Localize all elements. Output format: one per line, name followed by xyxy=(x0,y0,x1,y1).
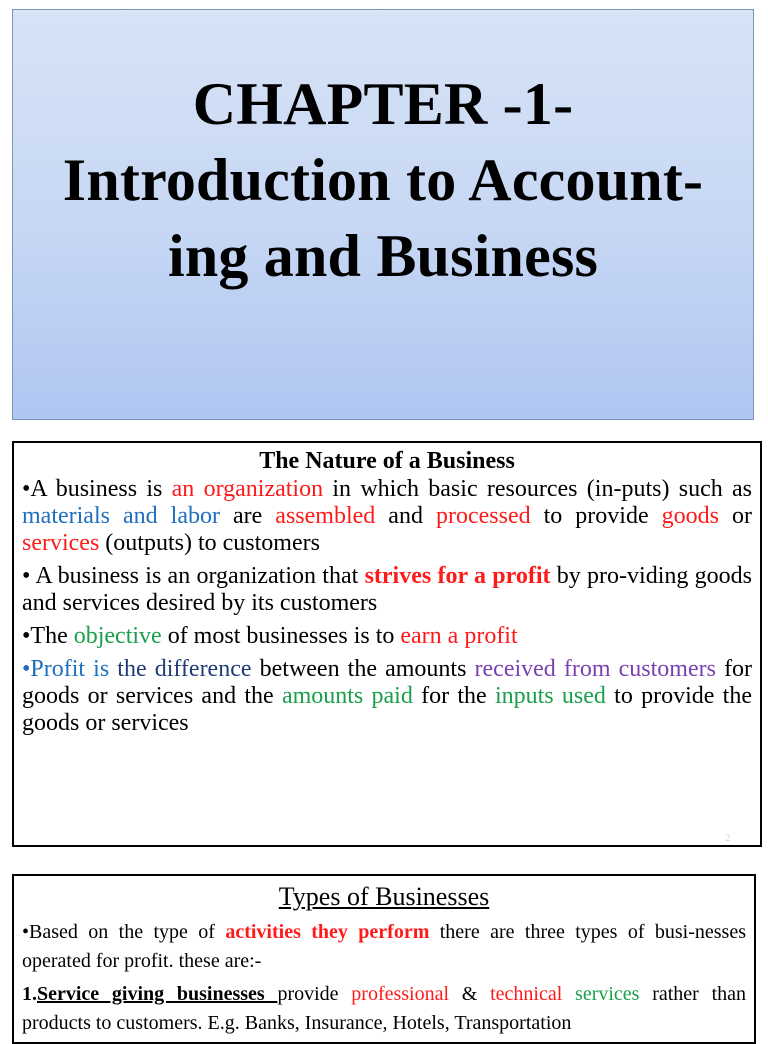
text-run: are xyxy=(219,503,276,529)
bullet-profit-striving xyxy=(22,563,752,617)
highlight-text: objective xyxy=(73,623,162,649)
highlight-text: activities they perform xyxy=(225,921,430,943)
highlight-text: inputs used xyxy=(494,683,606,709)
text-run: (outputs) to customers xyxy=(99,530,320,556)
highlight-text: services xyxy=(22,530,100,556)
bullet-definition xyxy=(22,476,752,557)
text-run: and xyxy=(375,503,436,529)
text-run: rather than products to customers. E.g. Banks, Insurance, Hotels, Transportation xyxy=(22,983,747,1034)
text-run: in which basic resources (in-puts) such as xyxy=(323,476,753,502)
highlight-text: earn a profit xyxy=(400,623,518,649)
slide-heading: The Nature of a Business xyxy=(259,448,515,474)
text-run: to provide xyxy=(530,503,662,529)
text-run: & xyxy=(449,983,491,1005)
highlight-text: Service giving businesses xyxy=(37,983,278,1005)
title-line-2: Introduction to Account- xyxy=(62,147,704,213)
text-run: by pro-viding goods and services desired by its customers xyxy=(22,563,752,616)
text-run: for goods or services and the xyxy=(22,656,753,709)
text-run: or xyxy=(718,503,752,529)
title-line-1: CHAPTER -1- xyxy=(192,71,574,137)
highlight-text: processed xyxy=(435,503,531,529)
text-run: • A business is an organization that xyxy=(22,563,365,589)
text-run: to provide the goods or services xyxy=(22,683,753,736)
highlight-text: technical xyxy=(490,983,563,1005)
text-run: provide xyxy=(277,983,352,1005)
highlight-text: amounts paid xyxy=(281,683,413,709)
highlight-text: professional xyxy=(351,983,450,1005)
text-run: •A business is xyxy=(22,476,172,502)
highlight-text: •Profit is xyxy=(22,656,110,682)
nature-of-business-slide xyxy=(12,441,762,847)
bullet-profit-definition xyxy=(22,656,752,737)
highlight-text: goods xyxy=(661,503,719,529)
types-of-businesses-slide xyxy=(12,874,756,1044)
title-slide xyxy=(12,9,754,420)
title-line-3: ing and Business xyxy=(167,223,599,289)
highlight-text: the difference xyxy=(109,656,252,682)
text-run: there are three types of busi-nesses operated for profit. these are:- xyxy=(22,921,746,972)
slide-heading xyxy=(22,880,746,914)
text-run: for the xyxy=(412,683,495,709)
text-run: •Based on the type of xyxy=(22,921,226,943)
text-run: •The xyxy=(22,623,74,649)
highlight-text: services xyxy=(575,983,640,1005)
highlight-text: strives for a profit xyxy=(364,563,551,589)
page-number: 2 xyxy=(725,833,730,843)
highlight-text: received from customers xyxy=(474,656,716,682)
text-run xyxy=(562,983,575,1005)
text-run: between the amounts xyxy=(251,656,475,682)
highlight-text: assembled xyxy=(275,503,376,529)
heading-text: Types of Businesses xyxy=(278,882,490,911)
text-run: of most businesses is to xyxy=(161,623,401,649)
highlight-text: an organization xyxy=(171,476,324,502)
bullet-activity-types xyxy=(22,918,746,976)
chapter-title xyxy=(63,66,703,294)
bullet-service-businesses xyxy=(22,980,746,1038)
bullet-objective xyxy=(22,623,752,650)
list-number: 1. xyxy=(22,983,37,1005)
highlight-text: materials and labor xyxy=(22,503,220,529)
